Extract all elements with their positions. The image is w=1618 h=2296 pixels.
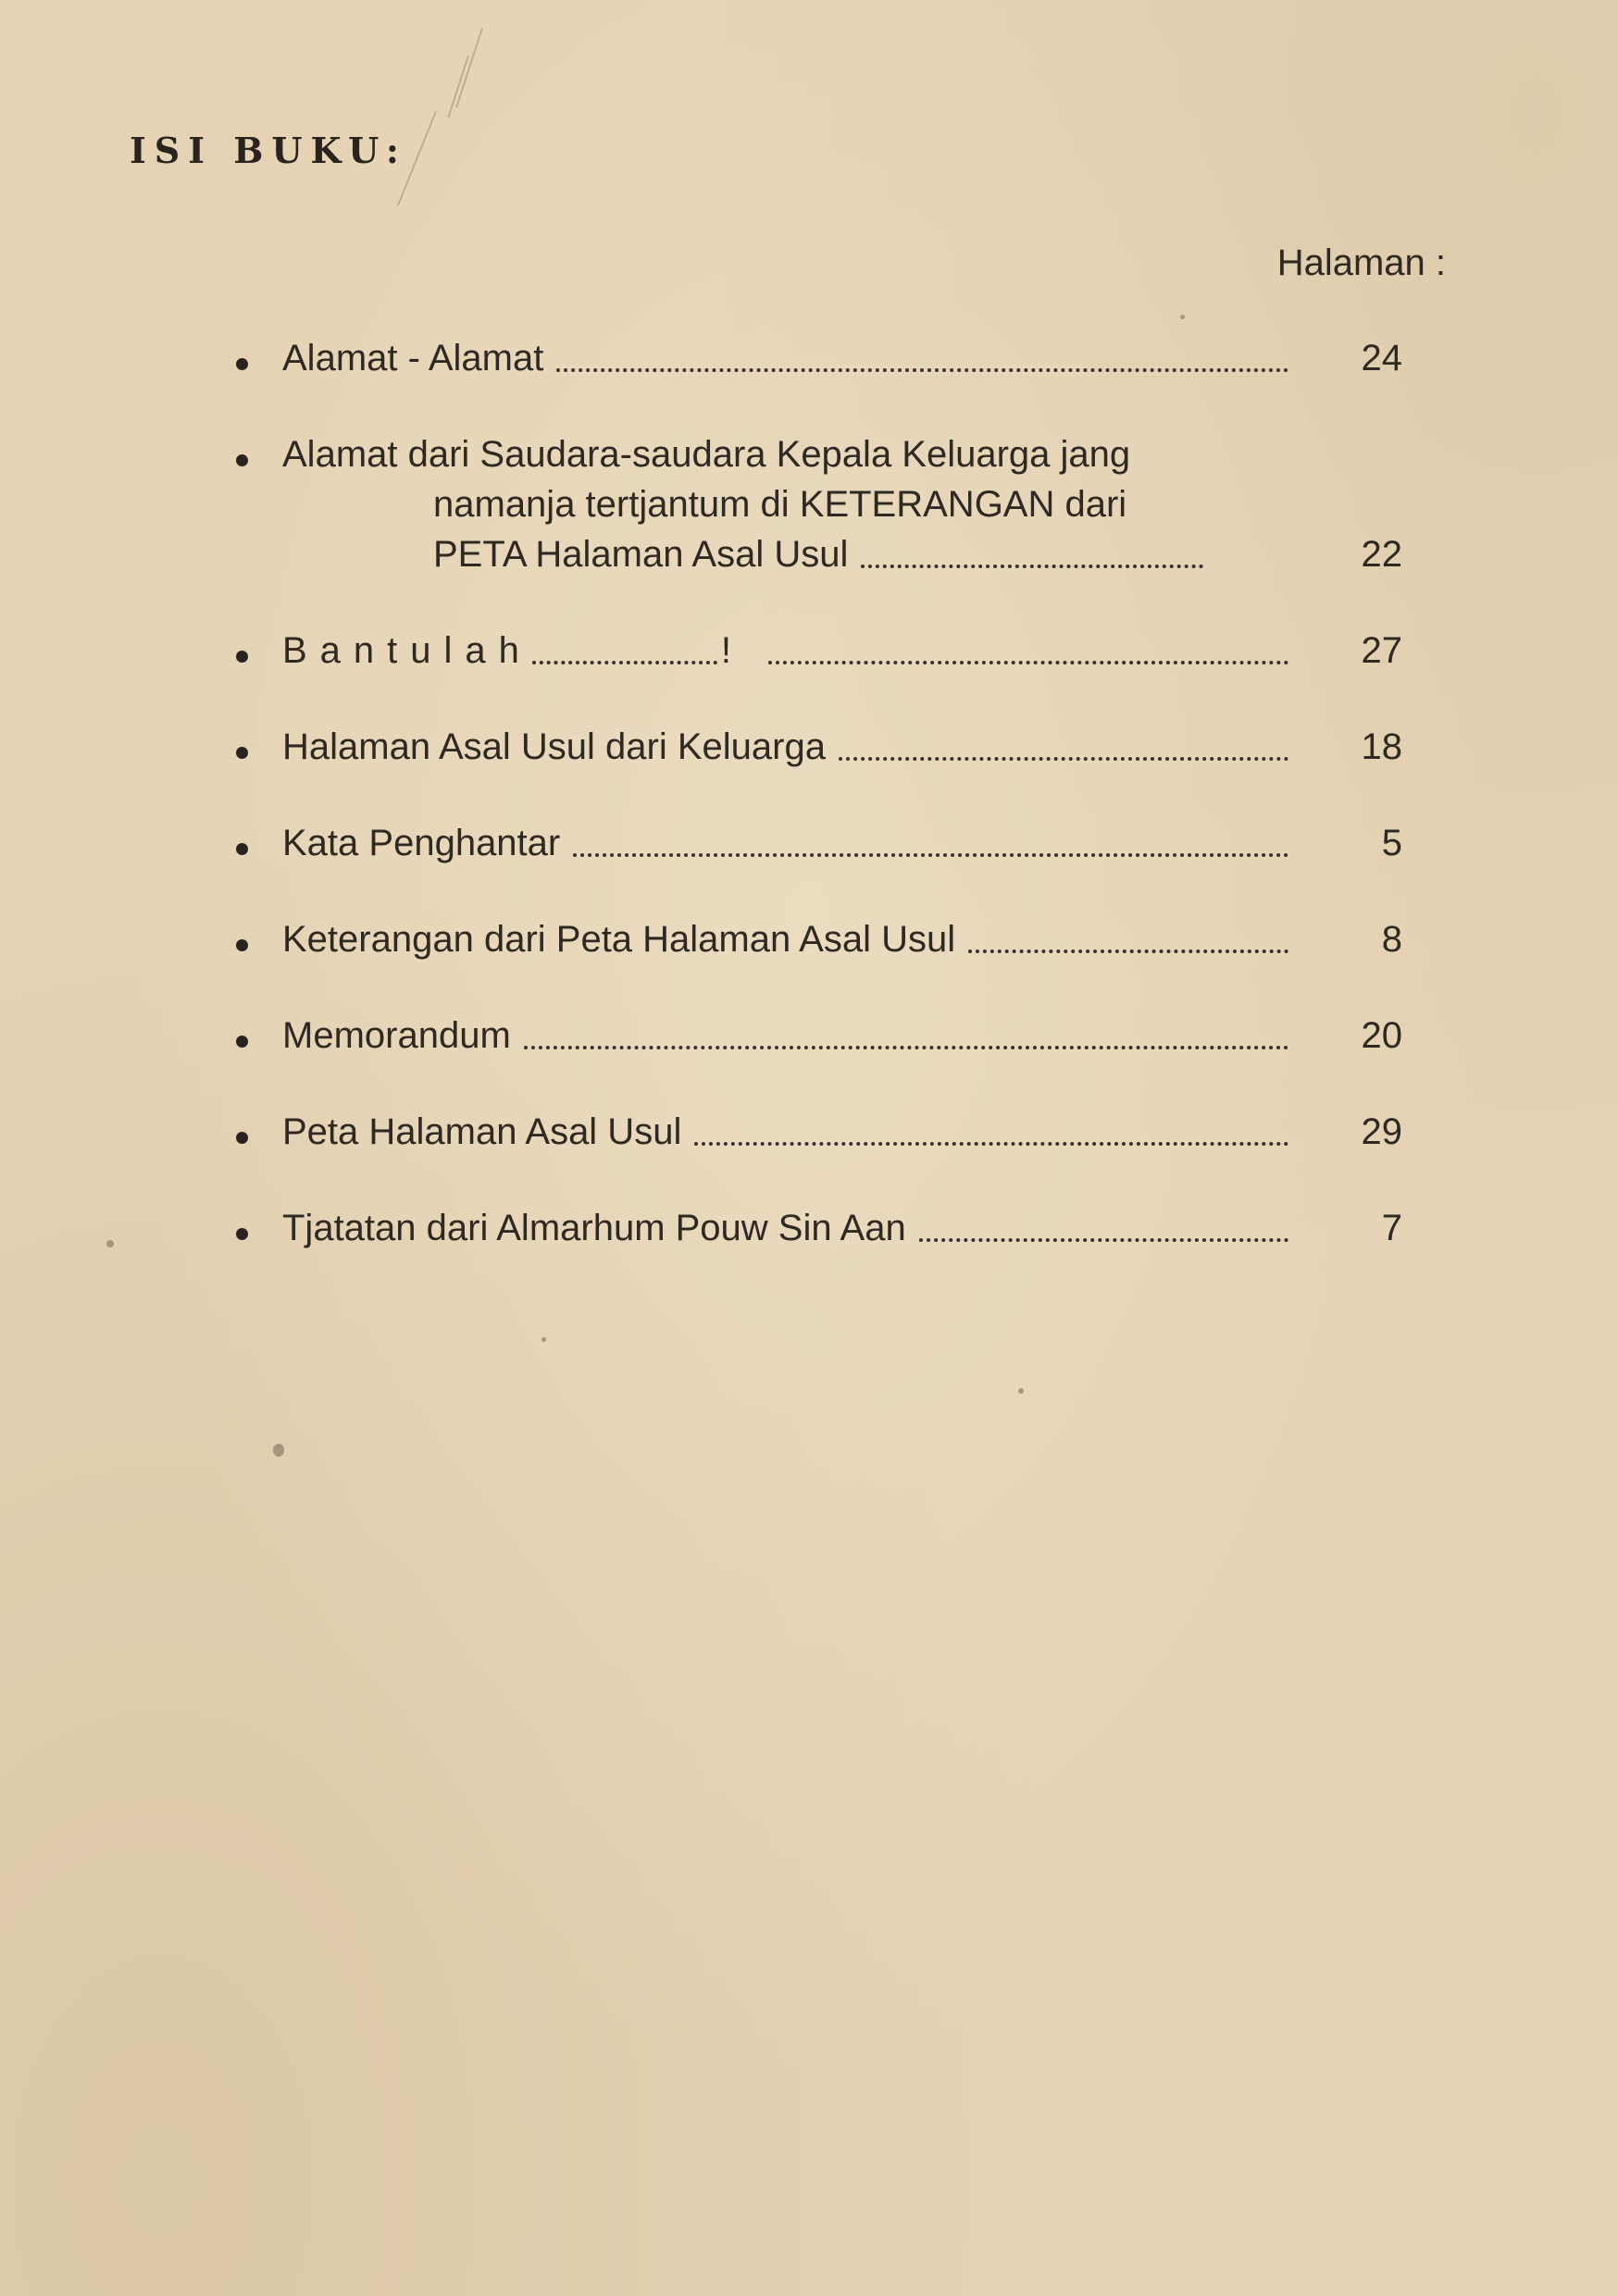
toc-entry-title-line: namanja tertjantum di KETERANGAN dari: [433, 484, 1127, 525]
toc-entry-body: [282, 1011, 1292, 1061]
dot-leader: [919, 1238, 1288, 1242]
dot-leader: [768, 661, 1288, 664]
toc-entry-body: [282, 914, 1292, 964]
toc-entry-body: [282, 429, 1292, 579]
bullet-icon: [236, 939, 248, 951]
toc-entry-page: 29: [1361, 1111, 1402, 1152]
toc-entry-title: Tjatatan dari Almarhum Pouw Sin Aan: [282, 1208, 906, 1248]
toc-entry-title: Kata Penghantar: [282, 823, 561, 863]
toc-entry: [236, 1107, 1402, 1157]
bullet-icon: [236, 358, 248, 370]
bullet-icon: [236, 1132, 248, 1144]
dot-leader: [968, 949, 1288, 953]
toc-entry-title: Halaman Asal Usul dari Keluarga: [282, 726, 826, 767]
toc-entry-body: [282, 1203, 1292, 1253]
dot-leader: [861, 565, 1203, 568]
table-of-contents: [236, 333, 1402, 1299]
toc-entry-title: [282, 429, 1207, 579]
toc-heading: ISI BUKU:: [130, 130, 407, 171]
toc-entry-body: [282, 818, 1292, 868]
toc-entry-title-line: Alamat dari Saudara-saudara Kepala Keluarga jang: [282, 434, 1131, 475]
bullet-icon: [236, 1036, 248, 1048]
toc-entry: [236, 429, 1402, 579]
toc-entry-page: 18: [1361, 726, 1402, 767]
toc-entry: [236, 1011, 1402, 1061]
toc-entry-title: Bantulah: [282, 630, 532, 671]
dot-leader: [694, 1142, 1288, 1146]
toc-entry-body: [282, 626, 1292, 676]
bullet-icon: [236, 454, 248, 466]
toc-entry-page: 8: [1381, 919, 1402, 960]
page-column-header: Halaman :: [1276, 242, 1446, 283]
bullet-icon: [236, 1228, 248, 1240]
toc-entry: [236, 1203, 1402, 1253]
toc-entry-body: [282, 722, 1292, 772]
toc-entry-page: 22: [1361, 534, 1402, 575]
toc-entry-title: Alamat - Alamat: [282, 338, 544, 379]
toc-entry-title-line: [282, 529, 1207, 579]
dot-leader: [573, 853, 1288, 857]
paper-speck: [541, 1337, 546, 1342]
dot-leader: [839, 757, 1288, 761]
paper-speck: [1180, 315, 1185, 319]
toc-entry: [236, 722, 1402, 772]
toc-entry: [236, 914, 1402, 964]
toc-entry: [236, 626, 1402, 676]
bullet-icon: [236, 843, 248, 855]
toc-entry-page: 27: [1361, 630, 1402, 671]
toc-entry-page: 24: [1361, 338, 1402, 379]
paper-speck: [1018, 1388, 1024, 1394]
toc-entry-title: Peta Halaman Asal Usul: [282, 1111, 682, 1152]
toc-entry-title: Memorandum: [282, 1015, 511, 1056]
dot-leader: [532, 661, 717, 664]
toc-entry-title-line-text: PETA Halaman Asal Usul: [433, 534, 849, 575]
paper-scratch: [447, 56, 469, 118]
toc-entry-body: [282, 1107, 1292, 1157]
dot-leader: [556, 368, 1288, 372]
toc-entry-page: 5: [1381, 823, 1402, 863]
toc-entry-title: Keterangan dari Peta Halaman Asal Usul: [282, 919, 956, 960]
paper-scratch: [455, 28, 483, 107]
paper-speck: [106, 1240, 114, 1247]
toc-entry-page: 20: [1361, 1015, 1402, 1056]
toc-entry-page: 7: [1381, 1208, 1402, 1248]
toc-entry: [236, 818, 1402, 868]
bullet-icon: [236, 651, 248, 663]
dot-leader: [524, 1046, 1288, 1049]
toc-entry-body: [282, 333, 1292, 383]
toc-entry: [236, 333, 1402, 383]
toc-entry-title-suffix: !: [720, 630, 732, 671]
bullet-icon: [236, 747, 248, 759]
paper-speck: [273, 1444, 284, 1457]
